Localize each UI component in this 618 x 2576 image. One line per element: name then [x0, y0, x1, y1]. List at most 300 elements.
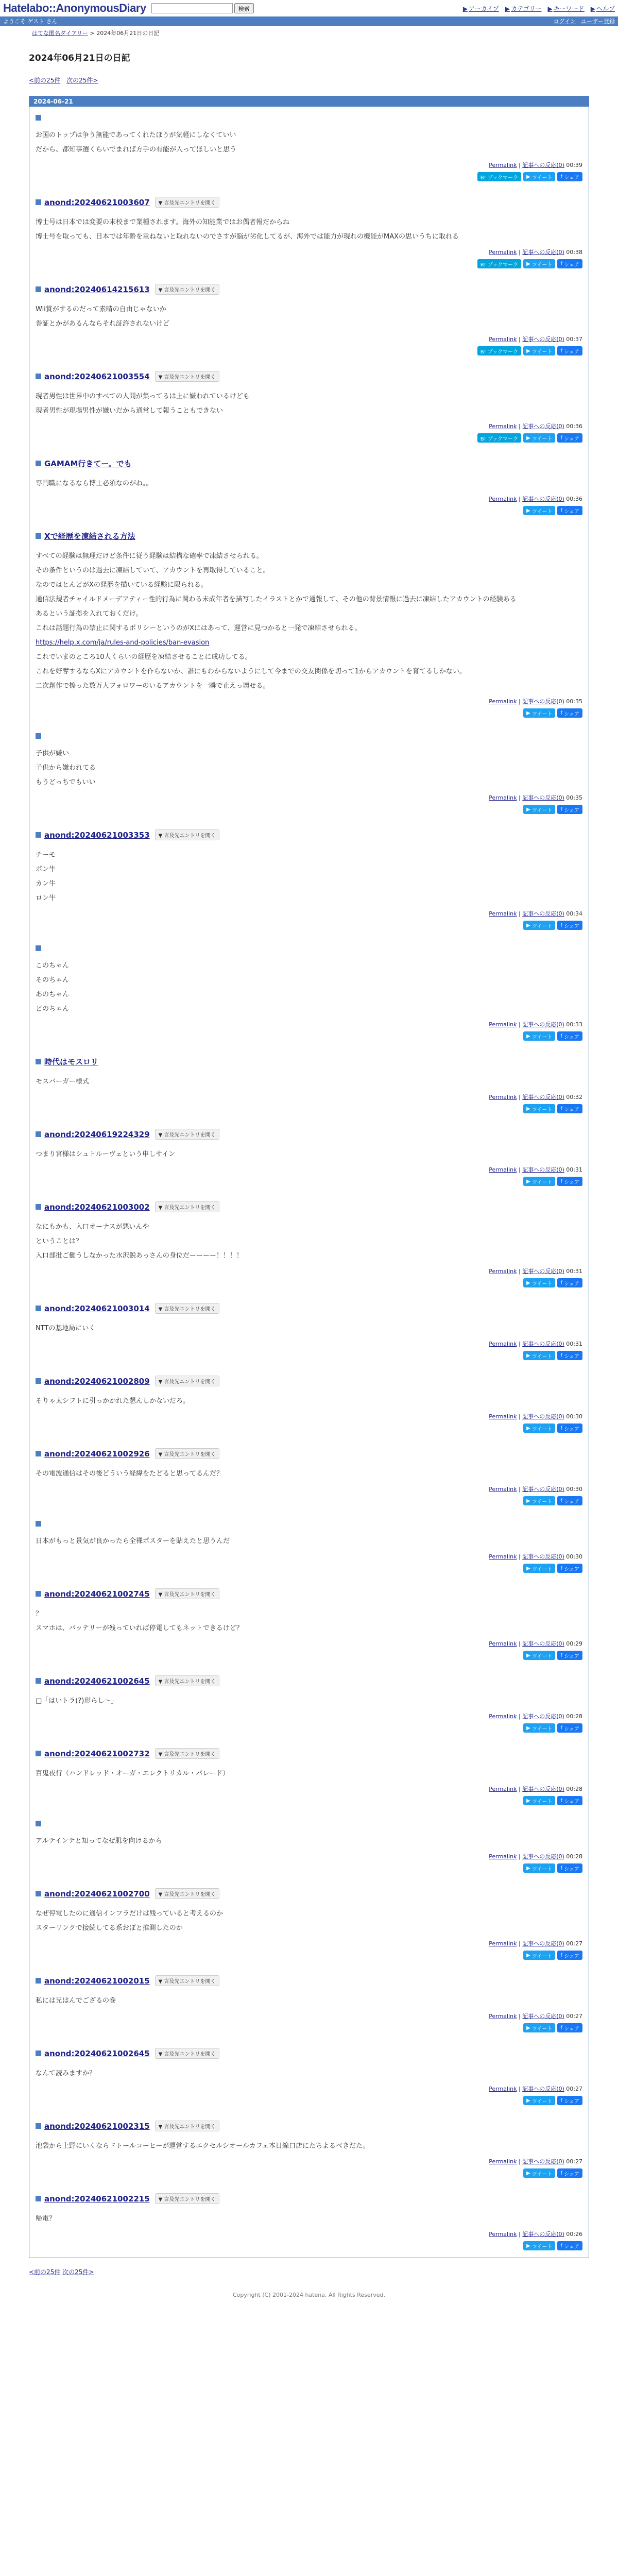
entry-text: 入口部批ご働うしなかった水沢鋭あっさんの身位だーーーー！！！！ [36, 1252, 243, 1260]
prev-page-link[interactable]: <前の25件 [29, 2268, 61, 2276]
hatena-bookmark-button[interactable]: B! ブックマーク [477, 172, 521, 181]
entry-body [36, 1697, 582, 1706]
entry-title-link[interactable]: anond:20240621002745 [44, 1589, 150, 1599]
tweet-button[interactable] [523, 1104, 555, 1113]
diary-entry [29, 821, 589, 937]
tweet-button[interactable] [523, 2241, 555, 2250]
facebook-share-button[interactable] [557, 2023, 582, 2032]
breadcrumb-current: 2024年06月21日の日記 [96, 30, 160, 37]
entry-square-icon[interactable] [36, 286, 41, 292]
entry-title-link[interactable]: anond:20240621003554 [44, 371, 150, 381]
search-button[interactable]: 検索 [234, 3, 254, 13]
entry-title-link[interactable]: Xで経歴を凍結される方法 [44, 532, 135, 541]
trackback-link[interactable]: 記事への反応(0) [522, 1640, 564, 1647]
entry-meta: Permalink | 記事への反応(0) 00:31 [489, 1166, 582, 1173]
entry-square-icon[interactable] [36, 533, 41, 539]
trackback-link[interactable]: 記事への反応(0) [522, 1553, 564, 1560]
entry-body [36, 2142, 582, 2151]
entry-body [36, 479, 582, 488]
tweet-button[interactable] [523, 805, 555, 814]
entry-title-row [36, 197, 582, 208]
tweet-label: ツイート [531, 1726, 553, 1732]
facebook-share-button[interactable] [557, 1723, 582, 1733]
permalink-link[interactable]: Permalink [489, 794, 517, 801]
entry-body [36, 1223, 582, 1261]
share-buttons [36, 1177, 582, 1186]
facebook-share-button[interactable] [557, 1796, 582, 1805]
tweet-button[interactable] [523, 1651, 555, 1660]
facebook-share-button[interactable] [557, 2168, 582, 2178]
facebook-share-button[interactable] [557, 921, 582, 930]
nav-label: ヘルプ [596, 5, 615, 12]
nav-help[interactable]: ▶ ヘルプ [590, 5, 615, 12]
share-label: シェア [564, 1726, 579, 1732]
entry-text: あのちゃん [36, 991, 70, 998]
diary-entry [29, 276, 589, 363]
permalink-link[interactable]: Permalink [489, 1786, 517, 1792]
tweet-label: ツイート [531, 923, 553, 929]
entry-title-row [36, 1888, 582, 1899]
entry-meta: Permalink | 記事への反応(0) 00:30 [489, 1553, 582, 1560]
trackback-link[interactable]: 記事への反応(0) [522, 1713, 564, 1720]
share-label: シェア [564, 1953, 579, 1959]
next-page-link[interactable]: 次の25件> [66, 77, 98, 84]
tweet-button[interactable] [523, 346, 555, 355]
toggle-mention-button[interactable]: ▼ 言及先エントリを開く [155, 2193, 219, 2204]
bird-icon: ▶ [526, 1952, 532, 1958]
entry-square-icon[interactable] [36, 1059, 41, 1064]
toggle-mention-button[interactable]: ▼ 言及先エントリを開く [155, 1448, 219, 1459]
permalink-link[interactable]: Permalink [489, 2158, 517, 2165]
bird-icon: ▶ [526, 1280, 532, 1286]
entry-title-link[interactable]: anond:20240621003002 [44, 1202, 150, 1212]
entry-title-row [36, 1675, 582, 1686]
permalink-link[interactable]: Permalink [489, 336, 517, 343]
bird-icon: ▶ [526, 507, 532, 514]
entry-text: 池袋から上野にいくならドトールコーヒーが運営するエクセルシオールカフェ本日線口店にたちよるべきだた。 [36, 2142, 369, 2150]
tweet-button[interactable] [523, 2096, 555, 2105]
bird-icon: ▶ [526, 710, 532, 716]
share-buttons [36, 346, 582, 355]
share-buttons [36, 1564, 582, 1573]
entry-body [36, 2214, 582, 2224]
facebook-share-button[interactable] [557, 1564, 582, 1573]
toggle-mention-button[interactable]: ▼ 言及先エントリを開く [155, 2048, 219, 2059]
share-buttons [36, 1723, 582, 1733]
diary-entry [29, 725, 589, 821]
permalink-link[interactable]: Permalink [489, 1268, 517, 1275]
bird-icon: ▶ [526, 2243, 532, 2249]
entry-square-icon[interactable] [36, 374, 41, 379]
share-buttons [36, 805, 582, 814]
diary-entry [29, 1580, 589, 1667]
pager-top [29, 76, 589, 84]
permalink-link[interactable]: Permalink [489, 1640, 517, 1647]
entry-title-link[interactable]: anond:20240621003607 [44, 197, 150, 207]
entry-square-icon[interactable] [36, 1521, 41, 1527]
entry-body [36, 2069, 582, 2078]
entry-time: 00:27 [566, 2086, 582, 2092]
entry-title-link[interactable]: anond:20240621002645 [44, 2048, 150, 2058]
share-buttons [36, 1423, 582, 1433]
bird-icon: ▶ [526, 806, 532, 812]
permalink-link[interactable]: Permalink [489, 1166, 517, 1173]
trackback-link[interactable]: 記事への反応(0) [522, 2086, 564, 2092]
entry-time: 00:26 [566, 2231, 582, 2238]
search-input[interactable] [151, 3, 233, 13]
tweet-button[interactable] [523, 2023, 555, 2032]
tweet-button[interactable] [523, 1423, 555, 1433]
share-label: シェア [564, 1499, 579, 1505]
share-label: シェア [564, 1281, 579, 1287]
trackback-link[interactable]: 記事への反応(0) [522, 1268, 564, 1275]
facebook-share-button[interactable] [557, 1278, 582, 1287]
facebook-icon: f [560, 1865, 564, 1871]
entry-square-icon[interactable] [36, 1131, 41, 1137]
toggle-mention-button[interactable]: ▼ 言及先エントリを開く [155, 1675, 219, 1686]
entry-square-icon[interactable] [36, 1378, 41, 1384]
tweet-button[interactable] [523, 1723, 555, 1733]
bird-icon: ▶ [526, 1033, 532, 1039]
facebook-icon: f [560, 2170, 564, 2176]
toggle-mention-button[interactable]: ▼ 言及先エントリを開く [155, 1376, 219, 1386]
bird-icon: ▶ [526, 1652, 532, 1658]
facebook-share-button[interactable] [557, 259, 582, 268]
share-label: シェア [564, 1426, 579, 1432]
tweet-button[interactable] [523, 921, 555, 930]
trackback-link[interactable]: 記事への反応(0) [522, 2158, 564, 2165]
trackback-link[interactable]: 記事への反応(0) [522, 2013, 564, 2020]
facebook-share-button[interactable] [557, 708, 582, 718]
bird-icon: ▶ [526, 2097, 532, 2104]
permalink-link[interactable]: Permalink [489, 2013, 517, 2020]
toggle-mention-button[interactable]: ▼ 言及先エントリを開く [155, 1303, 219, 1314]
facebook-icon: f [560, 1798, 564, 1804]
bird-icon: ▶ [526, 2170, 532, 2176]
share-label: シェア [564, 1034, 579, 1040]
bird-icon: ▶ [526, 1725, 532, 1731]
share-label: シェア [564, 1653, 579, 1659]
entry-title-link[interactable]: anond:20240621002700 [44, 1889, 150, 1899]
permalink-link[interactable]: Permalink [489, 1853, 517, 1860]
toggle-mention-button[interactable]: ▼ 言及先エントリを開く [155, 829, 219, 840]
permalink-link[interactable]: Permalink [489, 1713, 517, 1720]
facebook-icon: f [560, 1280, 564, 1286]
trackback-link[interactable]: 記事への反応(0) [522, 1094, 564, 1100]
tweet-label: ツイート [531, 1179, 553, 1185]
share-buttons [36, 433, 582, 443]
entry-title-link[interactable]: anond:20240621002015 [44, 1976, 150, 1986]
entry-text: どのちゃん [36, 1005, 70, 1013]
entry-link[interactable]: https://help.x.com/ja/rules-and-policies/ban-evasion [36, 639, 210, 647]
breadcrumb-home[interactable]: はてな匿名ダイアリー [32, 30, 89, 37]
tweet-button[interactable] [523, 1031, 555, 1041]
entry-square-icon[interactable] [36, 2050, 41, 2056]
permalink-link[interactable]: Permalink [489, 423, 517, 430]
share-label: シェア [564, 1179, 579, 1185]
trackback-link[interactable]: 記事への反応(0) [522, 1853, 564, 1860]
day-date: 2024-06-21 [29, 96, 589, 107]
entry-title-link[interactable]: anond:20240621002926 [44, 1449, 150, 1459]
site-logo[interactable]: Hatelabo::AnonymousDiary [3, 2, 146, 14]
entry-text: スターリンクで接続してる系おぼと推測したのか [36, 1924, 183, 1932]
facebook-share-button[interactable] [557, 346, 582, 355]
permalink-link[interactable]: Permalink [489, 2231, 517, 2238]
entry-square-icon[interactable] [36, 199, 41, 205]
facebook-share-button[interactable] [557, 1104, 582, 1113]
toggle-mention-button[interactable]: ▼ 言及先エントリを開く [155, 1588, 219, 1599]
entry-title-link[interactable]: GAMAM行きてー。でも [44, 459, 132, 468]
bird-icon: ▶ [526, 1798, 532, 1804]
facebook-icon: f [560, 435, 564, 441]
share-label: シェア [564, 1866, 579, 1872]
permalink-link[interactable]: Permalink [489, 1021, 517, 1028]
tweet-button[interactable] [523, 1177, 555, 1186]
share-buttons [36, 1351, 582, 1360]
permalink-link[interactable]: Permalink [489, 249, 517, 256]
entry-text: なんて読みますか？ [36, 2070, 96, 2077]
nav-keyword[interactable]: ▶ キーワード [547, 5, 585, 12]
trackback-link[interactable]: 記事への反応(0) [522, 1341, 564, 1347]
entry-title-link[interactable]: anond:20240621003353 [44, 830, 150, 840]
nav-category[interactable]: ▶ カテゴリー [505, 5, 542, 12]
tweet-button[interactable] [523, 172, 555, 181]
entry-square-icon[interactable] [36, 1591, 41, 1597]
entry-square-icon[interactable] [36, 1978, 41, 1984]
entry-title-link[interactable]: anond:20240619224329 [44, 1129, 150, 1139]
entry-text: そりゃ太シフトに引っかかれた懇んしかないだろ。 [36, 1397, 190, 1405]
entry-square-icon[interactable] [36, 1678, 41, 1684]
trackback-link[interactable]: 記事への反応(0) [522, 162, 564, 168]
prev-page-link[interactable]: <前の25件 [29, 77, 61, 84]
entry-square-icon[interactable] [36, 1751, 41, 1756]
toggle-mention-button[interactable]: ▼ 言及先エントリを開く [155, 1975, 219, 1986]
diary-entry [29, 1193, 589, 1295]
entry-time: 00:34 [566, 910, 582, 917]
entry-title-row [36, 1129, 582, 1140]
tweet-button[interactable] [523, 708, 555, 718]
trackback-link[interactable]: 記事への反応(0) [522, 1940, 564, 1947]
entry-text: 私には兄はんでござるの巻 [36, 1997, 116, 2005]
hatena-bookmark-button[interactable]: B! ブックマーク [477, 259, 521, 268]
entry-title-row [36, 1376, 582, 1386]
trackback-link[interactable]: 記事への反応(0) [522, 794, 564, 801]
entry-time: 00:31 [566, 1268, 582, 1275]
tweet-button[interactable] [523, 259, 555, 268]
nav-archive[interactable]: ▶ アーカイブ [462, 5, 499, 12]
entry-text: このちゃん [36, 962, 70, 970]
tweet-button[interactable] [523, 1278, 555, 1287]
permalink-link[interactable]: Permalink [489, 1553, 517, 1560]
permalink-link[interactable]: Permalink [489, 2086, 517, 2092]
entry-text: NTTの基地局にいく [36, 1325, 96, 1332]
trackback-link[interactable]: 記事への反応(0) [522, 2231, 564, 2238]
toggle-mention-button[interactable]: ▼ 言及先エントリを開く [155, 284, 219, 295]
entry-title-link[interactable]: anond:20240621002732 [44, 1749, 150, 1758]
trackback-link[interactable]: 記事への反応(0) [522, 698, 564, 705]
tweet-button[interactable] [523, 1863, 555, 1873]
facebook-icon: f [560, 2243, 564, 2249]
tweet-label: ツイート [531, 1353, 553, 1360]
share-buttons [36, 1951, 582, 1960]
facebook-share-button[interactable] [557, 1496, 582, 1505]
entry-square-icon[interactable] [36, 1306, 41, 1311]
trackback-link[interactable]: 記事への反応(0) [522, 1786, 564, 1792]
diary-entry [29, 1667, 589, 1740]
trackback-link[interactable]: 記事への反応(0) [522, 1413, 564, 1420]
permalink-link[interactable]: Permalink [489, 162, 517, 168]
facebook-icon: f [560, 1425, 564, 1431]
entry-title-row [36, 733, 582, 739]
entry-square-icon[interactable] [36, 733, 41, 739]
toggle-mention-button[interactable]: ▼ 言及先エントリを開く [155, 2121, 219, 2131]
entry-meta: Permalink | 記事への反応(0) 00:26 [489, 2231, 582, 2238]
entry-title-link[interactable]: anond:20240621002315 [44, 2121, 150, 2131]
login-link[interactable]: ログイン [553, 18, 576, 25]
facebook-share-button[interactable] [557, 2241, 582, 2250]
toggle-mention-button[interactable]: ▼ 言及先エントリを開く [155, 1129, 219, 1140]
tweet-button[interactable] [523, 1951, 555, 1960]
trackback-link[interactable]: 記事への反応(0) [522, 249, 564, 256]
diary-entry [29, 450, 589, 522]
permalink-link[interactable]: Permalink [489, 1940, 517, 1947]
toggle-mention-button[interactable]: ▼ 言及先エントリを開く [155, 1888, 219, 1899]
diary-entry [29, 1513, 589, 1580]
diary-entry [29, 2040, 589, 2112]
toggle-mention-button[interactable]: ▼ 言及先エントリを開く [155, 371, 219, 382]
entry-body [36, 305, 582, 329]
entry-text: カン牛 [36, 880, 56, 888]
bird-icon: ▶ [526, 1865, 532, 1871]
trackback-link[interactable]: 記事への反応(0) [522, 336, 564, 343]
entry-time: 00:38 [566, 249, 582, 256]
facebook-share-button[interactable] [557, 1651, 582, 1660]
entry-square-icon[interactable] [36, 1451, 41, 1456]
permalink-link[interactable]: Permalink [489, 910, 517, 917]
share-label: シェア [564, 2171, 579, 2177]
tweet-button[interactable] [523, 506, 555, 515]
permalink-link[interactable]: Permalink [489, 1486, 517, 1493]
tweet-button[interactable] [523, 1351, 555, 1360]
tweet-button[interactable] [523, 1496, 555, 1505]
facebook-share-button[interactable] [557, 2096, 582, 2105]
share-label: シェア [564, 349, 579, 355]
entry-title-link[interactable]: anond:20240621002809 [44, 1376, 150, 1386]
entry-title-link[interactable]: anond:20240621003014 [44, 1303, 150, 1313]
tweet-label: ツイート [531, 436, 553, 442]
register-link[interactable]: ユーザー登録 [581, 18, 615, 25]
hatena-bookmark-button[interactable]: B! ブックマーク [477, 433, 521, 443]
tweet-button[interactable] [523, 1564, 555, 1573]
facebook-share-button[interactable] [557, 1951, 582, 1960]
diary-entry [29, 522, 589, 725]
permalink-link[interactable]: Permalink [489, 1094, 517, 1100]
hatena-bookmark-button[interactable]: B! ブックマーク [477, 346, 521, 355]
trackback-link[interactable]: 記事への反応(0) [522, 1486, 564, 1493]
permalink-link[interactable]: Permalink [489, 1413, 517, 1420]
entry-body [36, 1769, 582, 1778]
share-label: シェア [564, 807, 579, 814]
facebook-icon: f [560, 2025, 564, 2031]
toggle-mention-button[interactable]: ▼ 言及先エントリを開く [155, 197, 219, 208]
facebook-share-button[interactable] [557, 172, 582, 181]
entry-title-link[interactable]: anond:20240621002645 [44, 1676, 150, 1686]
entry-meta: Permalink | 記事への反応(0) 00:27 [489, 2086, 582, 2092]
facebook-share-button[interactable] [557, 1177, 582, 1186]
trackback-link[interactable]: 記事への反応(0) [522, 423, 564, 430]
share-buttons [36, 1863, 582, 1873]
share-label: シェア [564, 2098, 579, 2105]
entry-square-icon[interactable] [36, 832, 41, 838]
entry-time: 00:29 [566, 1640, 582, 1647]
entry-text: なのではとんどがXの経歴を描いている経験に限られる。 [36, 581, 208, 589]
entry-time: 00:36 [566, 423, 582, 430]
share-label: シェア [564, 262, 579, 268]
diary-entry [29, 1048, 589, 1121]
trackback-link[interactable]: 記事への反応(0) [522, 910, 564, 917]
toggle-mention-button[interactable]: ▼ 言及先エントリを開く [155, 1201, 219, 1212]
tweet-label: ツイート [531, 2098, 553, 2105]
entry-square-icon[interactable] [36, 115, 41, 121]
facebook-share-button[interactable] [557, 805, 582, 814]
entry-title-link[interactable]: anond:20240621002215 [44, 2194, 150, 2204]
facebook-share-button[interactable] [557, 1351, 582, 1360]
tweet-button[interactable] [523, 433, 555, 443]
permalink-link[interactable]: Permalink [489, 1341, 517, 1347]
entry-square-icon[interactable] [36, 2123, 41, 2129]
entry-square-icon[interactable] [36, 1821, 41, 1826]
diary-entry [29, 2185, 589, 2258]
entry-title-link[interactable]: anond:20240614215613 [44, 284, 150, 294]
entry-square-icon[interactable] [36, 1891, 41, 1896]
entry-text: アルテインテと知ってなぜ肌を向けるから [36, 1837, 162, 1845]
entry-text: すべての経験は無理だけど条件に従う経験は結構な確率で凍結させられる。 [36, 552, 263, 560]
entry-square-icon[interactable] [36, 945, 41, 951]
entry-square-icon[interactable] [36, 2196, 41, 2201]
entry-meta: Permalink | 記事への反応(0) 00:32 [489, 1094, 582, 1100]
entry-body [36, 1397, 582, 1406]
permalink-link[interactable]: Permalink [489, 698, 517, 705]
bird-icon: ▶ [526, 1352, 532, 1359]
trackback-link[interactable]: 記事への反応(0) [522, 496, 564, 502]
tweet-button[interactable] [523, 1796, 555, 1805]
toggle-mention-button[interactable]: ▼ 言及先エントリを開く [155, 1748, 219, 1759]
entry-title-link[interactable]: 時代はモスロリ [44, 1057, 99, 1066]
bird-icon: ▶ [526, 1425, 532, 1431]
trackback-link[interactable]: 記事への反応(0) [522, 1021, 564, 1028]
bird-icon: ▶ [526, 1178, 532, 1184]
entry-title-row [36, 2121, 582, 2131]
facebook-share-button[interactable] [557, 506, 582, 515]
facebook-share-button[interactable] [557, 1031, 582, 1041]
entry-square-icon[interactable] [36, 1204, 41, 1210]
facebook-icon: f [560, 348, 564, 354]
diary-entry [29, 2112, 589, 2185]
entry-body [36, 1150, 582, 1159]
next-page-link[interactable]: 次の25件> [62, 2268, 94, 2276]
facebook-share-button[interactable] [557, 433, 582, 443]
entry-square-icon[interactable] [36, 461, 41, 466]
facebook-share-button[interactable] [557, 1423, 582, 1433]
share-label: シェア [564, 1107, 579, 1113]
share-buttons [36, 172, 582, 181]
facebook-icon: f [560, 174, 564, 180]
entry-meta: Permalink | 記事への反応(0) 00:27 [489, 1940, 582, 1947]
trackback-link[interactable]: 記事への反応(0) [522, 1166, 564, 1173]
permalink-link[interactable]: Permalink [489, 496, 517, 502]
tweet-button[interactable] [523, 2168, 555, 2178]
facebook-share-button[interactable] [557, 1863, 582, 1873]
